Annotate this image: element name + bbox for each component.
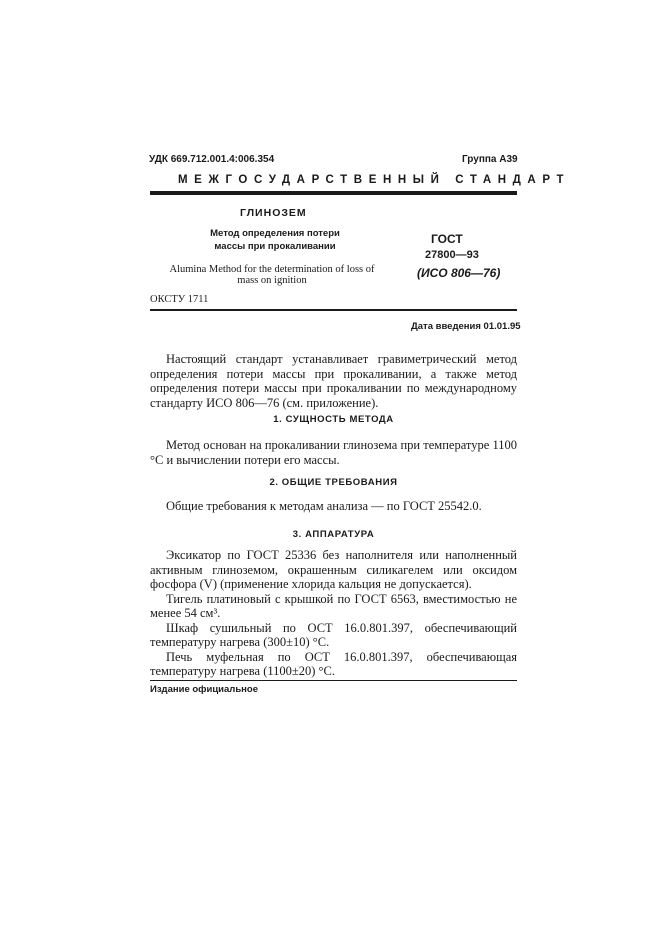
gost-number: 27800—93 xyxy=(425,249,479,261)
header-divider xyxy=(150,191,517,195)
section-2-body xyxy=(150,499,517,514)
section-3-paragraph-oven: Шкаф сушильный по ОСТ 16.0.801.397, обеспечивающий температуру нагрева (300±10) °С. xyxy=(150,620,517,649)
section-1-paragraph: Метод основан на прокаливании глинозема при температуре 1100 °С и вычислении потери его массы. xyxy=(150,438,517,467)
method-title-en: Alumina Method for the determination of loss of mass on ignition xyxy=(169,264,375,286)
okstu-code: ОКСТУ 1711 xyxy=(150,294,209,305)
introduction-date: Дата введения 01.01.95 xyxy=(411,321,521,332)
intro-paragraph xyxy=(150,352,517,410)
intro-text: Настоящий стандарт устанавливает гравиметрический метод определения потери массы при прокаливании, а также метод определения потери массы при прокаливании по международному стандарту ИСО 806—76 (см. приложение). xyxy=(150,352,517,410)
section-3-paragraph-desiccator: Эксикатор по ГОСТ 25336 без наполнителя или наполненный активным глиноземом, окрашенным силикагелем или оксидом фосфора (V) (применение хлорида кальция не допускается). xyxy=(150,548,517,591)
footer-divider xyxy=(150,680,517,681)
udk-code: УДК 669.712.001.4:006.354 xyxy=(149,154,275,165)
section-3-heading: 3. АППАРАТУРА xyxy=(292,529,375,540)
section-3-paragraph-crucible: Тигель платиновый с крышкой по ГОСТ 6563, вместимостью не менее 54 см³. xyxy=(150,591,517,620)
section-2-heading: 2. ОБЩИЕ ТРЕБОВАНИЯ xyxy=(269,477,398,488)
document-title: ГЛИНОЗЕМ xyxy=(240,207,307,219)
standard-banner: МЕЖГОСУДАРСТВЕННЫЙ СТАНДАРТ xyxy=(178,174,571,186)
section-1-body xyxy=(150,438,517,467)
iso-reference: (ИСО 806—76) xyxy=(417,266,501,280)
gost-label: ГОСТ xyxy=(431,232,463,246)
section-3-paragraph-furnace: Печь муфельная по ОСТ 16.0.801.397, обеспечивающая температуру нагрева (1100±20) °С. xyxy=(150,649,517,678)
section-3-body xyxy=(150,548,517,679)
title-divider xyxy=(150,309,517,311)
group-code: Группа А39 xyxy=(462,154,518,165)
official-edition-note: Издание официальное xyxy=(150,684,258,695)
section-2-paragraph: Общие требования к методам анализа — по ГОСТ 25542.0. xyxy=(166,499,482,513)
section-1-heading: 1. СУЩНОСТЬ МЕТОДА xyxy=(273,414,394,425)
method-title-ru: Метод определения потери массы при прокаливании xyxy=(210,228,340,252)
